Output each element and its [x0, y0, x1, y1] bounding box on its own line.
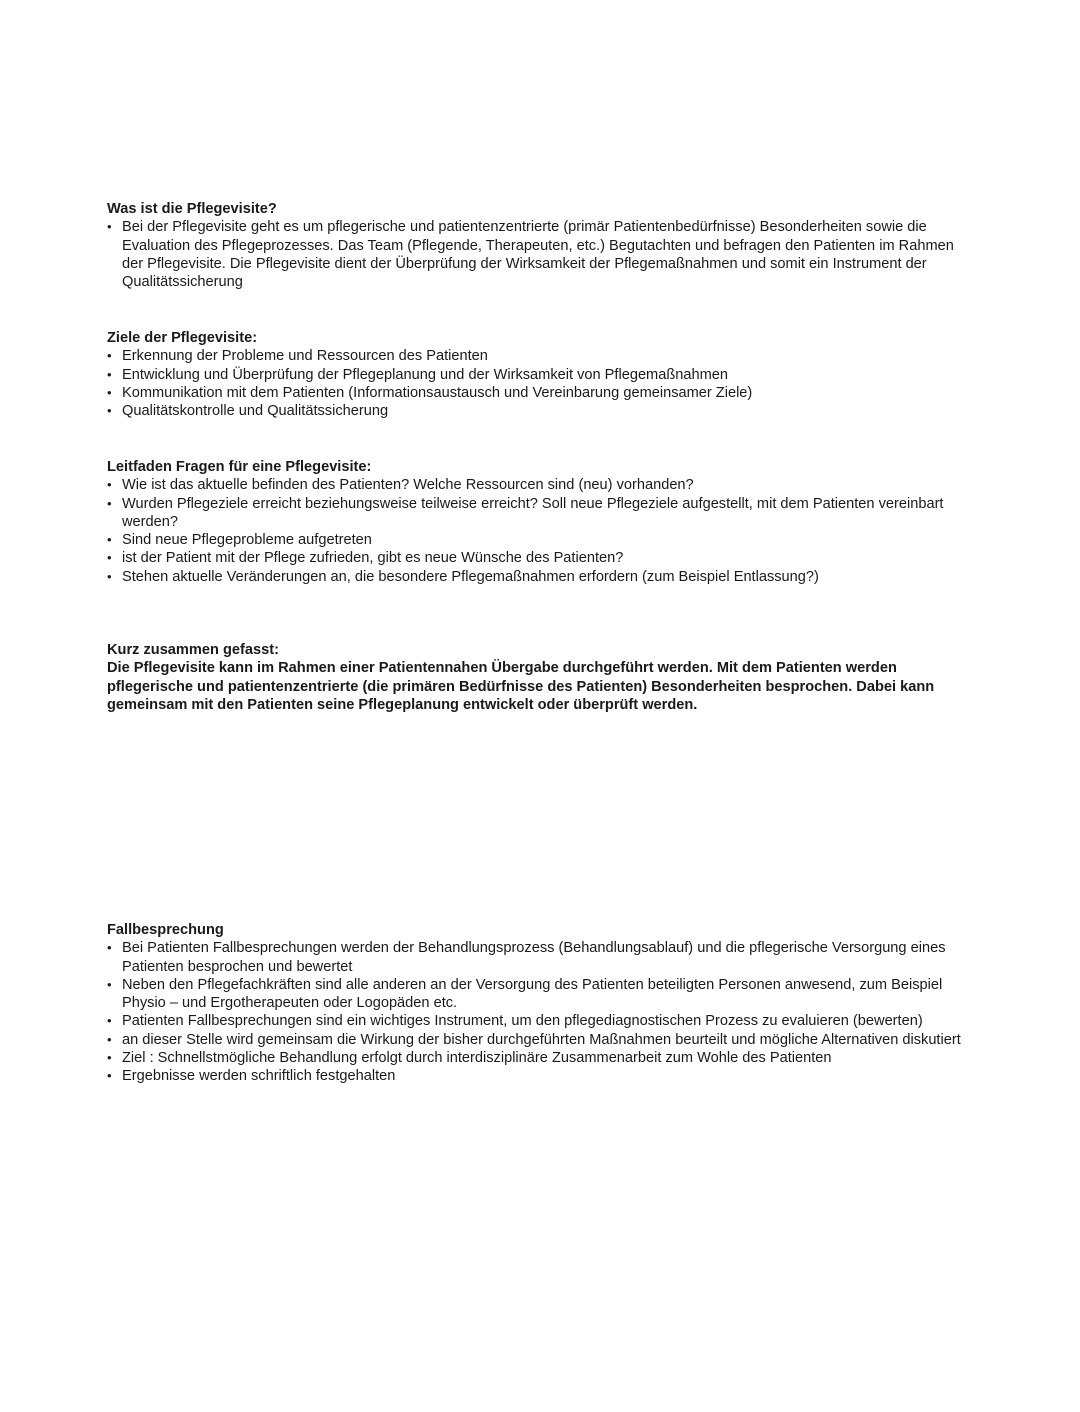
list-item: [107, 347, 977, 365]
bullet-icon: •: [107, 940, 112, 956]
list-item: [107, 1049, 977, 1067]
list-item: [107, 1067, 977, 1085]
list-item-text: an dieser Stelle wird gemeinsam die Wirkung der bisher durchgeführten Maßnahmen beurteilt und mögliche Alternativen diskutiert: [122, 1031, 961, 1048]
list-item: [107, 384, 977, 402]
ziele-list: [107, 347, 977, 420]
bullet-icon: •: [107, 403, 112, 419]
list-item-text: Wie ist das aktuelle befinden des Patienten? Welche Ressourcen sind (neu) vorhanden?: [122, 477, 694, 494]
list-item: [107, 568, 977, 586]
bullet-icon: •: [107, 1031, 112, 1047]
heading-ziele: Ziele der Pflegevisite:: [107, 330, 258, 346]
list-item-text: Bei der Pflegevisite geht es um pflegerische und patientenzentrierte (primär Patientenbedürfnisse) Besonderheiten sowie die Evaluation des Pflegeprozesses. Das Team (Pflegende, Therapeuten, etc.) Begutachten und befragen den Patienten im Rahmen der Pflegevisite. Die Pflegevisite dient der Überprüfung der Wirksamkeit der Pflegemaßnahmen und somit ein Instrument der Qualitätssicherung: [122, 219, 954, 291]
list-item-text: Ziel : Schnellstmögliche Behandlung erfolgt durch interdisziplinäre Zusammenarbeit zum Wohle des Patienten: [122, 1050, 832, 1067]
list-item-text: Patienten Fallbesprechungen sind ein wichtiges Instrument, um den pflegediagnostischen Prozess zu evaluieren (bewerten): [122, 1013, 923, 1030]
list-item: [107, 531, 977, 549]
list-item: [107, 939, 977, 976]
bullet-icon: •: [107, 1068, 112, 1084]
list-item-text: ist der Patient mit der Pflege zufrieden, gibt es neue Wünsche des Patienten?: [122, 550, 624, 567]
bullet-icon: •: [107, 495, 112, 511]
heading-leitfaden: Leitfaden Fragen für eine Pflegevisite:: [107, 459, 372, 475]
list-item-text: Bei Patienten Fallbesprechungen werden der Behandlungsprozess (Behandlungsablauf) und die pflegerische Versorgung eines Patienten besprochen und bewertet: [122, 940, 946, 975]
list-item-text: Stehen aktuelle Veränderungen an, die besondere Pflegemaßnahmen erfordern (zum Beispiel Entlassung?): [122, 568, 819, 585]
bullet-icon: •: [107, 477, 112, 493]
bullet-icon: •: [107, 384, 112, 400]
section-ziele: [107, 329, 977, 420]
list-item: [107, 495, 977, 532]
list-item-text: Kommunikation mit dem Patienten (Informationsaustausch und Vereinbarung gemeinsamer Ziele): [122, 384, 753, 401]
list-item: [107, 1031, 977, 1049]
list-item: [107, 549, 977, 567]
list-item: [107, 366, 977, 384]
bullet-icon: •: [107, 348, 112, 364]
list-item-text: Sind neue Pflegeprobleme aufgetreten: [122, 532, 372, 549]
list-item: [107, 476, 977, 494]
leitfaden-list: [107, 476, 977, 586]
bullet-icon: •: [107, 976, 112, 992]
section-zusammenfassung: [107, 641, 977, 714]
list-item: [107, 402, 977, 420]
pflegevisite-list: [107, 218, 977, 291]
bullet-icon: •: [107, 1013, 112, 1029]
heading-pflegevisite: Was ist die Pflegevisite?: [107, 201, 277, 217]
list-item-text: Wurden Pflegeziele erreicht beziehungsweise teilweise erreicht? Soll neue Pflegeziele aufgestellt, mit dem Patienten vereinbart werden?: [122, 495, 944, 530]
list-item-text: Erkennung der Probleme und Ressourcen des Patienten: [122, 348, 488, 365]
list-item-text: Ergebnisse werden schriftlich festgehalten: [122, 1068, 396, 1085]
list-item-text: Qualitätskontrolle und Qualitätssicherung: [122, 403, 389, 420]
bullet-icon: •: [107, 219, 112, 235]
bullet-icon: •: [107, 568, 112, 584]
list-item-text: Neben den Pflegefachkräften sind alle anderen an der Versorgung des Patienten beteiligten Personen anwesend, zum Beispiel Physio – und Ergotherapeuten oder Logopäden etc.: [122, 976, 943, 1012]
bullet-icon: •: [107, 532, 112, 548]
heading-fallbesprechung: Fallbesprechung: [107, 922, 224, 938]
bullet-icon: •: [107, 1050, 112, 1066]
bullet-icon: •: [107, 366, 112, 382]
list-item: [107, 218, 977, 291]
section-leitfaden: [107, 458, 977, 586]
bullet-icon: •: [107, 550, 112, 566]
list-item: [107, 1012, 977, 1030]
zusammenfassung-text: Die Pflegevisite kann im Rahmen einer Patientennahen Übergabe durchgeführt werden. Mit dem Patienten werden pflegerische und patientenzentrierte (die primären Bedürfnisse des Patienten) Besonderheiten besprochen. Dabei kann gemeinsam mit den Patienten seine Pflegeplanung entwickelt oder überprüft werden.: [107, 660, 935, 713]
section-pflegevisite: [107, 200, 977, 291]
list-item-text: Entwicklung und Überprüfung der Pflegeplanung und der Wirksamkeit von Pflegemaßnahmen: [122, 366, 728, 383]
heading-zusammenfassung: Kurz zusammen gefasst:: [107, 642, 279, 658]
fallbesprechung-list: [107, 939, 977, 1085]
list-item: [107, 976, 977, 1013]
section-fallbesprechung: [107, 921, 977, 1086]
